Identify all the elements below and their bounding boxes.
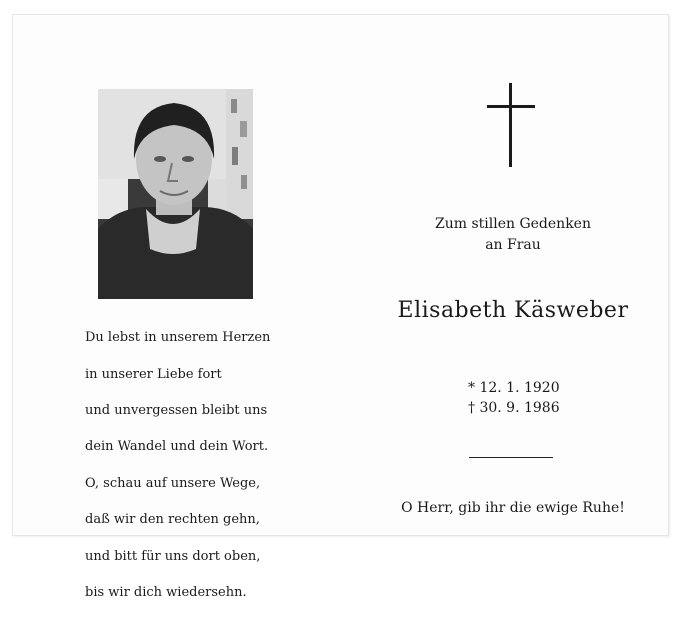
divider-line: [469, 457, 553, 458]
birth-date: * 12. 1. 1920: [468, 380, 560, 396]
poem-line: und bitt für uns dort oben,: [85, 548, 261, 564]
portrait-photo-icon: [98, 89, 253, 299]
memorial-line-1: Zum stillen Gedenken: [435, 216, 591, 232]
poem-line: O, schau auf unsere Wege,: [85, 475, 261, 491]
prayer-text: O Herr, gib ihr die ewige Ruhe!: [401, 500, 625, 516]
memorial-heading: [393, 214, 633, 256]
poem-line: in unserer Liebe fort: [85, 366, 222, 382]
cross-icon: [487, 83, 535, 167]
memorial-card: [12, 14, 669, 601]
life-dates: [468, 378, 560, 418]
poem-text: [85, 311, 325, 620]
poem-line: Du lebst in unserem Herzen: [85, 330, 271, 346]
poem-line: und unvergessen bleibt uns: [85, 403, 268, 419]
memorial-line-2: an Frau: [485, 237, 541, 253]
poem-line: bis wir dich wiedersehn.: [85, 585, 247, 601]
poem-line: dein Wandel und dein Wort.: [85, 439, 269, 455]
deceased-name: Elisabeth Käsweber: [397, 298, 629, 323]
poem-line: daß wir den rechten gehn,: [85, 512, 260, 528]
death-date: † 30. 9. 1986: [468, 400, 560, 416]
